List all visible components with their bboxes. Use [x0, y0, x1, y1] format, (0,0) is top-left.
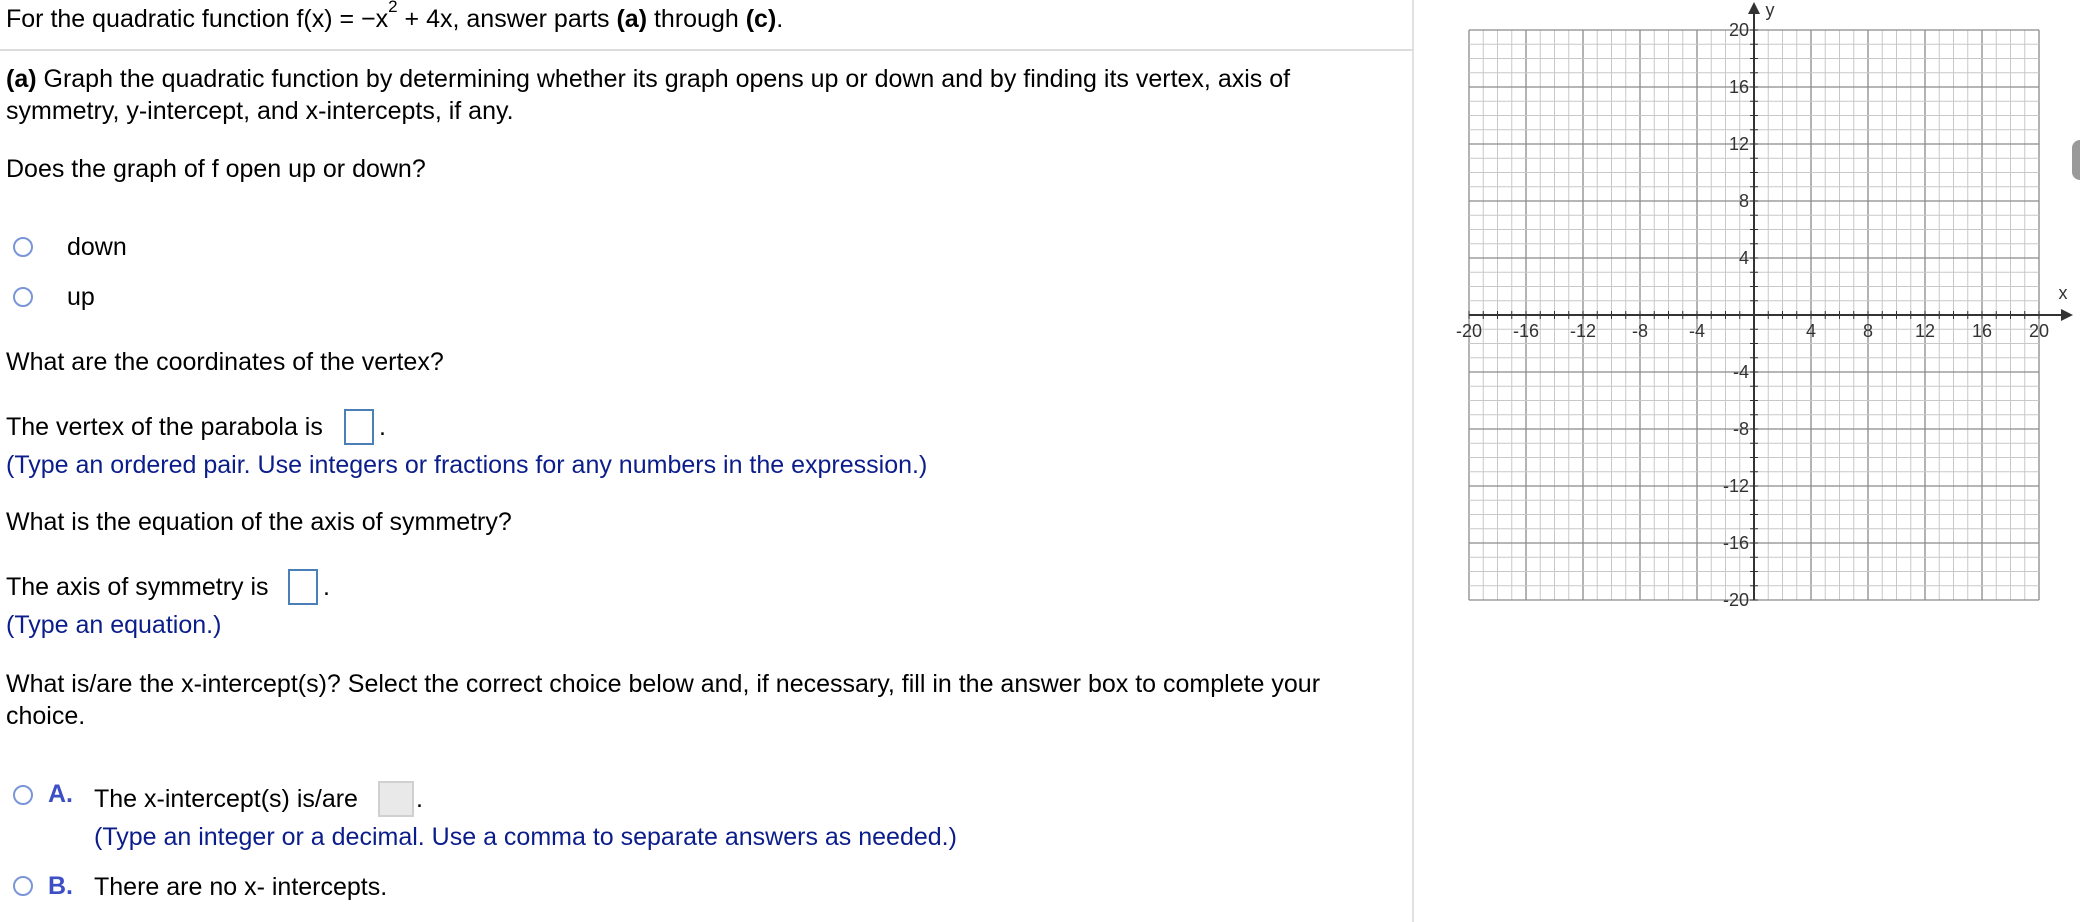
choice-b-text[interactable]: There are no x- intercepts.	[94, 873, 388, 901]
y-tick-label: 20	[1728, 20, 1749, 40]
axis-period: .	[323, 573, 330, 601]
x-tick-label: -12	[1569, 321, 1597, 341]
tick-labels	[1456, 0, 2068, 610]
radio-choice-b[interactable]	[13, 876, 33, 896]
choice-a-period: .	[416, 785, 423, 813]
x-tick-label: 4	[1805, 321, 1817, 341]
scroll-handle[interactable]	[2072, 140, 2080, 180]
y-tick-label: 4	[1738, 248, 1749, 268]
option-down-label[interactable]: down	[67, 233, 127, 261]
y-tick-label: -4	[1732, 362, 1749, 382]
option-up-label[interactable]: up	[67, 283, 95, 311]
x-intercept-question-line1: What is/are the x-intercept(s)? Select the correct choice below and, if necessary, fill in the answer box to complete your	[6, 670, 1321, 698]
x-tick-label: -8	[1631, 321, 1649, 341]
radio-choice-a[interactable]	[13, 785, 33, 805]
open-direction-question: Does the graph of f open up or down?	[6, 155, 426, 183]
part-a-ref: (a)	[616, 5, 648, 33]
axis-hint: (Type an equation.)	[6, 611, 222, 639]
y-tick-label: 16	[1728, 77, 1749, 97]
y-tick-label: 8	[1738, 191, 1749, 211]
axis-prompt: The axis of symmetry is	[6, 573, 269, 601]
vertex-answer-box[interactable]	[344, 409, 374, 445]
x-tick-label: -16	[1512, 321, 1540, 341]
y-axis-label: y	[1765, 0, 1775, 20]
y-tick-label: -16	[1722, 533, 1749, 553]
part-a-instruction-line1	[6, 63, 1290, 95]
choice-b-letter[interactable]: B.	[48, 872, 73, 900]
coordinate-grid[interactable]	[1440, 0, 2080, 620]
x-tick-label: 8	[1862, 321, 1874, 341]
part-c-ref: (c)	[745, 5, 777, 33]
radio-down[interactable]	[13, 237, 33, 257]
x-tick-label: -4	[1688, 321, 1706, 341]
through-text: through	[647, 5, 746, 33]
problem-header	[0, 0, 1414, 51]
y-tick-label: -20	[1722, 590, 1749, 610]
problem-statement	[6, 0, 784, 35]
y-axis-arrow	[1748, 2, 1760, 14]
function-text: For the quadratic function f(x) = −x	[6, 5, 389, 33]
x-axis-label: x	[2058, 283, 2068, 303]
axis-question: What is the equation of the axis of symmetry?	[6, 508, 512, 536]
vertex-prompt: The vertex of the parabola is	[6, 413, 323, 441]
choice-a-text[interactable]: The x-intercept(s) is/are	[94, 785, 358, 813]
x-tick-label: 12	[1914, 321, 1936, 341]
radio-up[interactable]	[13, 287, 33, 307]
y-tick-label: -8	[1732, 419, 1749, 439]
x-tick-label: 20	[2028, 321, 2050, 341]
y-tick-label: -12	[1722, 476, 1749, 496]
x-tick-label: 16	[1971, 321, 1993, 341]
x-intercept-question-line2: choice.	[6, 702, 86, 730]
function-text-rest: + 4x, answer parts	[397, 5, 617, 33]
period: .	[776, 5, 784, 33]
x-intercept-answer-box[interactable]	[378, 781, 414, 817]
x-tick-label: -20	[1455, 321, 1483, 341]
vertex-hint: (Type an ordered pair. Use integers or fractions for any numbers in the expression.)	[6, 451, 928, 479]
x-axis-arrow	[2061, 309, 2073, 321]
choice-a-letter[interactable]: A.	[48, 780, 73, 808]
axis-answer-box[interactable]	[288, 569, 318, 605]
part-a-instruction-line2: symmetry, y-intercept, and x-intercepts, if any.	[6, 97, 514, 125]
choice-a-hint: (Type an integer or a decimal. Use a comma to separate answers as needed.)	[94, 823, 957, 851]
exponent: 2	[388, 0, 398, 16]
y-tick-label: 12	[1728, 134, 1749, 154]
vertex-period: .	[379, 413, 386, 441]
part-a-label: (a)	[6, 65, 37, 93]
vertex-question: What are the coordinates of the vertex?	[6, 348, 444, 376]
part-a-text: Graph the quadratic function by determining whether its graph opens up or down and by finding its vertex, axis of	[36, 65, 1291, 93]
